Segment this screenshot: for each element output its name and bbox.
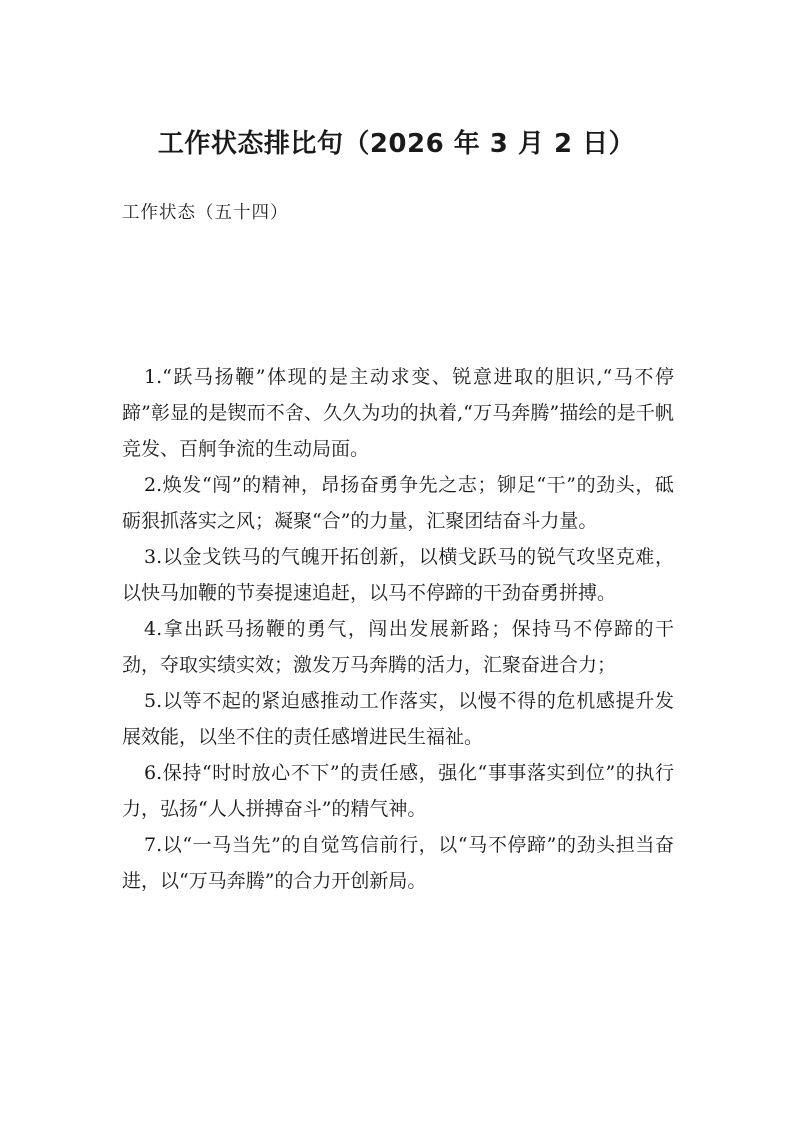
document-body [122,359,674,899]
section-subtitle: 工作状态（五十四） [122,203,289,223]
paragraph-5: 5.以等不起的紧迫感推动工作落实，以慢不得的危机感提升发展效能，以坐不住的责任感增进民生福祉。 [122,690,674,748]
paragraph-2: 2.焕发“闯”的精神，昂扬奋勇争先之志；铆足“干”的劲头，砥砺狠抓落实之风；凝聚“合”的力量，汇聚团结奋斗力量。 [122,474,674,532]
document-title: 工作状态排比句（2026 年 3 月 2 日） [157,129,636,159]
paragraph-3: 3.以金戈铁马的气魄开拓创新，以横戈跃马的锐气攻坚克难，以快马加鞭的节奏提速追赶，以马不停蹄的干劲奋勇拼搏。 [122,546,674,604]
paragraph-6: 6.保持“时时放心不下”的责任感，强化“事事落实到位”的执行力，弘扬“人人拼搏奋斗”的精气神。 [122,762,674,820]
paragraph-7: 7.以“一马当先”的自觉笃信前行，以“马不停蹄”的劲头担当奋进，以“万马奔腾”的合力开创新局。 [122,834,674,892]
paragraph-4: 4.拿出跃马扬鞭的勇气，闯出发展新路；保持马不停蹄的干劲，夺取实绩实效；激发万马奔腾的活力，汇聚奋进合力； [122,618,674,676]
paragraph-1: 1.“跃马扬鞭”体现的是主动求变、锐意进取的胆识,“马不停蹄”彰显的是锲而不舍、久久为功的执着,“万马奔腾”描绘的是千帆竞发、百舸争流的生动局面。 [122,366,674,460]
